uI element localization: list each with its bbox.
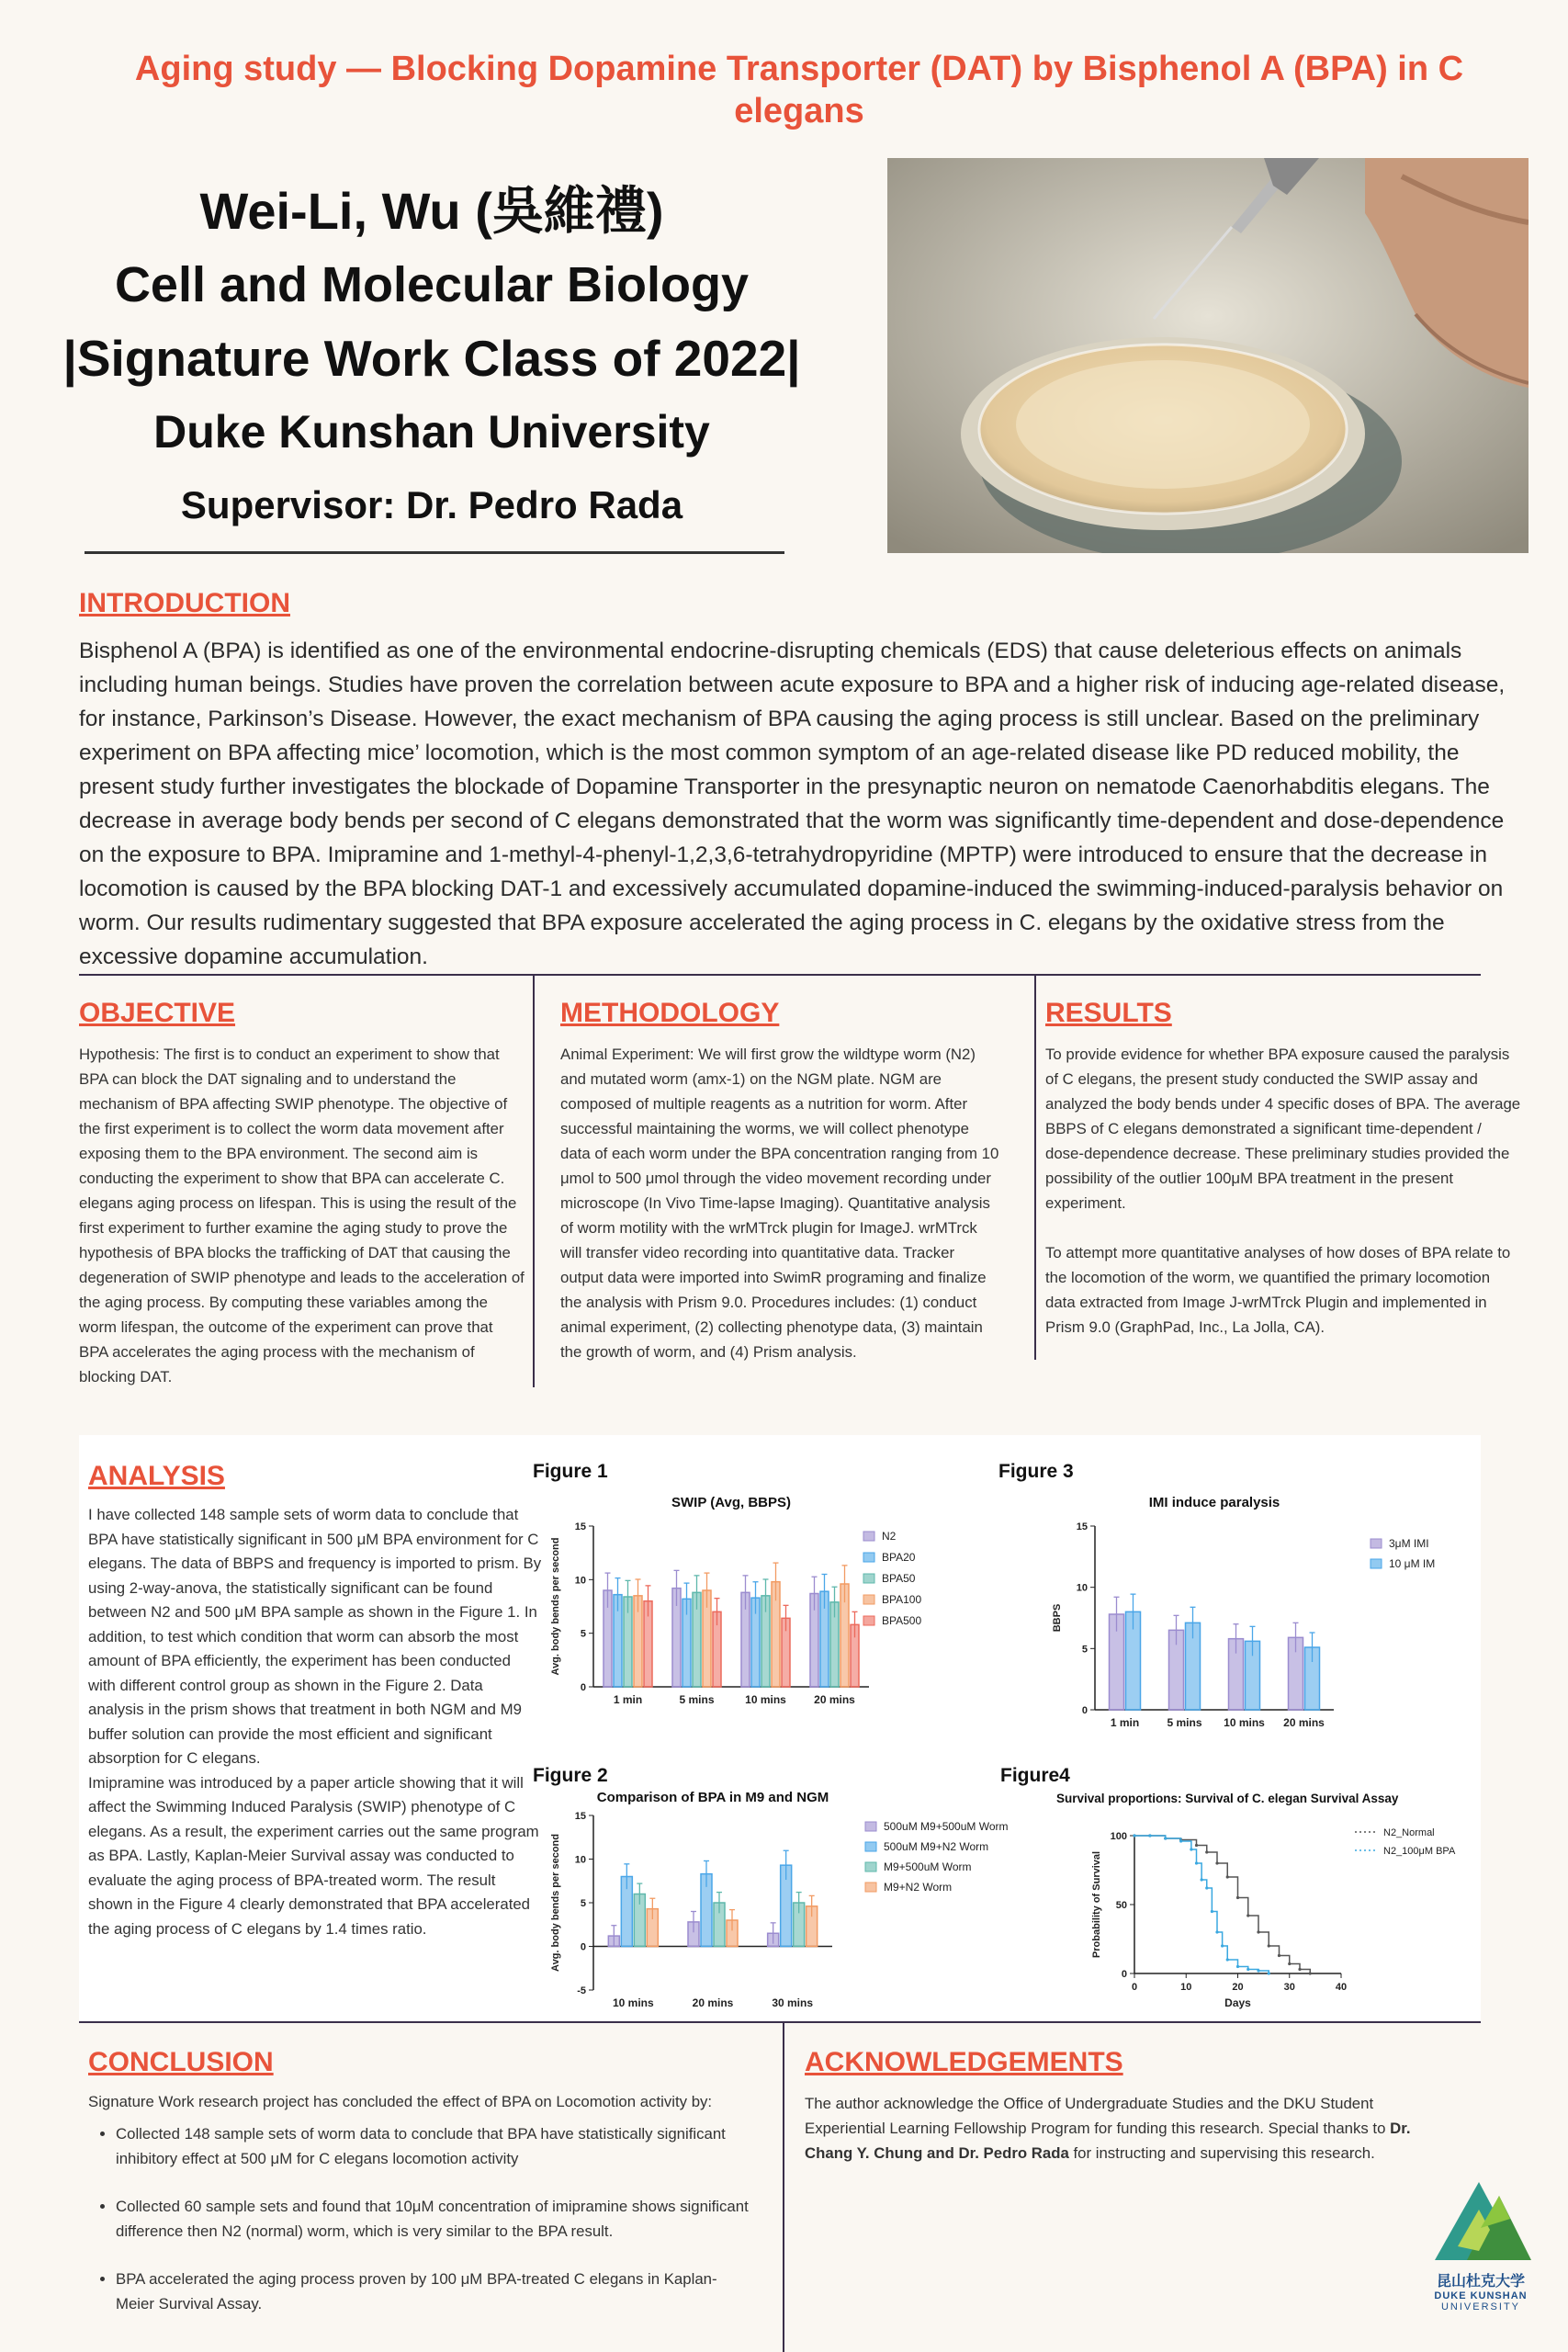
poster-title: Aging study — Blocking Dopamine Transporter (DAT) by Bisphenol A (BPA) in C elegans (134, 50, 1464, 130)
legend-label: N2_100μM BPA (1383, 1846, 1456, 1857)
survival-point (1179, 1839, 1182, 1842)
column-divider (1034, 974, 1036, 1360)
introduction-text: Bisphenol A (BPA) is identified as one of the environmental endocrine-disrupting chemicals (EDS) that cause deleterious effects on animals including human beings. Studies have proven the correlation between acute exposure to BPA and a higher risk of inducing age-related disease, for instance, Parkinson’s Disease. However, the exact mechanism of BPA causing the aging process is still unclear. Based on the preliminary experiment on BPA affecting mice’ locomotion, which is the most common symptom of an age-related disease like PD reduced mobility, the present study further investigates the blockade of Dopamine Transporter in the presynaptic neuron on nematode Caenorhabditis elegans. The decrease in average body bends per second of C elegans demonstrated that the worm was significantly time-dependent and dose-dependence on the exposure to BPA. Imipramine and 1-methyl-4-phenyl-1,2,3,6-tetrahydropyridine (MPTP) were introduced to ensure that the decrease in locomotion is caused by the BPA blocking DAT-1 and excessively accumulated dopamine-induced the swimming-induced-paralysis behavior on worm. Our results rudimentary suggested that BPA exposure accelerated the aging process in C. elegans by the oxidative stress from the excessive dopamine accumulation. (79, 639, 1506, 969)
y-tick-label: 15 (574, 1811, 586, 1822)
methodology-text: Animal Experiment: We will first grow the wildtype worm (N2) and mutated worm (amx-1) on the NGM plate. NGM are composed of multiple reagents as a nutrition for worm. After successful maintaining the worms, we will collect phenotype data of each worm under the BPA concentration ranging from 10 μmol to 500 μmol through the video movement recording under microscope (In Vivo Time-lapse Imaging). Quantitative analysis of worm motility with the wrMTrck plugin for ImageJ. wrMTrck will transfer video recording into quantitative data. Tracker output data were imported into SwimR programing and finalize the analysis with Prism 9.0. Procedures includes: (1) conduct animal experiment, (2) collecting phenotype data, (3) maintain the growth of worm, and (4) Prism analysis. (560, 1046, 999, 1361)
legend-swatch (865, 1822, 876, 1831)
survival-line (1134, 1836, 1310, 1973)
y-tick-label: 10 (574, 1575, 586, 1587)
chart-title: SWIP (Avg, BBPS) (671, 1495, 792, 1510)
y-axis-label: Avg. body bends per second (550, 1834, 561, 1972)
legend-label: BPA500 (882, 1614, 922, 1627)
survival-point (1215, 1861, 1218, 1864)
acknowledgements-text-part: for instructing and supervising this research. (1068, 2144, 1375, 2162)
legend-label: N2 (882, 1530, 897, 1543)
y-tick-label: 10 (574, 1854, 586, 1866)
survival-point (1215, 1930, 1218, 1933)
x-tick-label: 20 (1232, 1982, 1244, 1993)
acknowledgements-names: Dr. Chang Y. Chung and Dr. Pedro Rada (805, 2120, 1411, 2162)
legend-swatch (865, 1842, 876, 1851)
x-tick-label: 5 mins (1167, 1716, 1202, 1729)
results-text-2: To attempt more quantitative analyses of how doses of BPA relate to the locomotion of the worm, we quantified the primary locomotion data extracted from Image J-wrMTrck Plugin and implemented in Prism 9.0 (GraphPad, Inc., La Jolla, CA). (1045, 1244, 1511, 1336)
x-tick-label: 30 (1283, 1982, 1295, 1993)
legend-swatch (865, 1862, 876, 1871)
survival-point (1211, 1910, 1213, 1913)
legend-swatch (1371, 1539, 1382, 1548)
legend-label: 10 μM IM (1389, 1557, 1436, 1570)
figure-3-label: Figure 3 (998, 1461, 1074, 1482)
petri-dish-photo (887, 158, 1529, 553)
figure-1-label: Figure 1 (533, 1461, 608, 1482)
survival-point (1268, 1972, 1270, 1974)
logo-chinese: 昆山杜克大学 (1436, 2272, 1525, 2290)
survival-point (1164, 1837, 1167, 1839)
conclusion-intro: Signature Work research project has concluded the effect of BPA on Locomotion activity by: (88, 2093, 713, 2110)
x-tick-label: 1 min (1110, 1716, 1140, 1729)
survival-point (1288, 1962, 1291, 1965)
analysis-heading: ANALYSIS (88, 1461, 225, 1491)
x-tick-label: 5 mins (679, 1693, 715, 1706)
y-tick-label: 100 (1110, 1831, 1127, 1842)
section-divider (79, 974, 1481, 976)
y-tick-label: 50 (1115, 1900, 1127, 1911)
logo-line1: DUKE KUNSHAN (1434, 2290, 1528, 2301)
y-axis-label: Avg. body bends per second (550, 1537, 561, 1676)
acknowledgements-text-part: The author acknowledge the Office of Undergraduate Studies and the DKU Student Experiential Learning Fellowship Program for funding this research. Special thanks to (805, 2095, 1391, 2137)
objective-text: Hypothesis: The first is to conduct an experiment to show that BPA can block the DAT signaling and to understand the mechanism of BPA affecting SWIP phenotype. The objective of the first experiment is to collect the worm data movement after exposing them to the BPA environment. The second aim is conducting the experiment to show that BPA can accelerate C. elegans aging process on lifespan. This is using the result of the first experiment to further examine the aging study to prove the hypothesis of BPA blocks the trafficking of DAT that causing the degeneration of SWIP phenotype and leads to the acceleration of the aging process. By computing these variables among the worm lifespan, the outcome of the experiment can prove that BPA accelerates the aging process with the mechanism of blocking DAT. (79, 1046, 525, 1385)
survival-point (1309, 1972, 1312, 1974)
y-tick-label: 10 (1076, 1582, 1088, 1594)
acknowledgements-text (805, 2091, 1438, 2165)
author-supervisor: Supervisor: Dr. Pedro Rada (180, 483, 683, 526)
survival-point (1133, 1834, 1135, 1837)
dku-logo (1426, 2164, 1536, 2312)
x-tick-label: 10 mins (612, 1996, 654, 2009)
survival-point (1205, 1850, 1208, 1853)
survival-point (1247, 1968, 1249, 1971)
x-tick-label: 10 mins (745, 1693, 786, 1706)
survival-point (1148, 1834, 1151, 1837)
y-tick-label: 5 (580, 1898, 586, 1909)
y-tick-label: 0 (1121, 1969, 1127, 1980)
legend-label: BPA50 (882, 1572, 916, 1585)
figure-2-chart (547, 1788, 1043, 2018)
figure-4-label: Figure4 (1000, 1765, 1070, 1786)
results-text-1: To provide evidence for whether BPA exposure caused the paralysis of C elegans, the present study conducted the SWIP assay and analyzed the body bends under 4 specific doses of BPA. The average BBPS of C elegans demonstrated a significant time-dependent / dose-dependence decrease. These preliminary studies provided the possibility of the outlier 100μM BPA treatment in the present experiment. (1045, 1046, 1521, 1212)
logo-line2: UNIVERSITY (1440, 2301, 1520, 2312)
x-tick-label: 0 (1131, 1982, 1138, 1993)
figure-2-label: Figure 2 (533, 1765, 608, 1786)
author-university: Duke Kunshan University (153, 406, 710, 458)
x-tick-label: 20 mins (814, 1693, 855, 1706)
survival-point (1236, 1965, 1239, 1968)
y-tick-label: 5 (1081, 1644, 1088, 1656)
chart-title: Comparison of BPA in M9 and NGM (596, 1790, 829, 1805)
survival-point (1221, 1944, 1224, 1947)
survival-point (1226, 1875, 1229, 1878)
y-axis-label: BBPS (1052, 1603, 1063, 1633)
legend-label: BPA100 (882, 1593, 922, 1606)
legend-label: N2_Normal (1383, 1827, 1435, 1838)
acknowledgements-heading: ACKNOWLEDGEMENTS (805, 2047, 1123, 2077)
introduction-heading: INTRODUCTION (79, 588, 290, 618)
y-tick-label: 15 (1076, 1521, 1088, 1532)
survival-point (1257, 1930, 1259, 1933)
legend-label: 500uM M9+N2 Worm (884, 1840, 989, 1853)
conclusion-item: • Collected 148 sample sets of worm data to conclude that BPA have statistically significant inhibitory effect at 500 μM for C elegans locomotion activity (116, 2121, 750, 2171)
figure-3-chart (1047, 1485, 1479, 1733)
conclusion-list (88, 2121, 750, 2316)
y-tick-label: 0 (1081, 1705, 1088, 1716)
survival-point (1268, 1944, 1270, 1947)
survival-point (1247, 1914, 1249, 1917)
legend-label: M9+N2 Worm (884, 1881, 953, 1894)
legend-swatch (1371, 1559, 1382, 1568)
y-tick-label: 15 (574, 1521, 586, 1532)
survival-point (1195, 1861, 1198, 1864)
x-tick-label: 20 mins (1283, 1716, 1325, 1729)
analysis-text-2: Imipramine was introduced by a paper article showing that it will affect the Swimming Induced Paralysis (SWIP) phenotype of C elegans. As a result, the experiment carries out the same program as BPA. Lastly, Kaplan-Meier Survival assay was conducted to evaluate the aging process of BPA-treated worm. The result shown in the Figure 4 clearly demonstrated that BPA accelerated the aging process of C elegans by 1.4 times ratio. (88, 1773, 539, 1938)
survival-point (1205, 1886, 1208, 1889)
column-divider (533, 974, 535, 1387)
legend-swatch (863, 1595, 874, 1604)
author-program: Cell and Molecular Biology (114, 257, 750, 312)
analysis-text-1: I have collected 148 sample sets of worm data to conclude that BPA have statistically significant in 500 μM BPA environment for C elegans. The data of BBPS and frequency is imported to prism. By using 2-way-anova, the statistically significant can be found between N2 and 500 μM BPA sample as shown in the Figure 1. In addition, to test which condition that worm can absorb the most amount of BPA efficiently, the experiment has been conducted with different control group as shown in the Figure 2. Data analysis in the prism shows that treatment in both NGM and M9 buffer solution can provide the most efficient and significant absorption for C elegans. (88, 1506, 542, 1767)
y-tick-label: -5 (577, 1985, 586, 1996)
legend-swatch (863, 1616, 874, 1625)
legend-label: M9+500uM Worm (884, 1860, 972, 1873)
chart-title: IMI induce paralysis (1148, 1495, 1280, 1510)
conclusion-item: • BPA accelerated the aging process proven by 100 μM BPA-treated C elegans in Kaplan-Meier Survival Assay. (116, 2267, 750, 2316)
legend-swatch (863, 1532, 874, 1541)
conclusion-heading: CONCLUSION (88, 2047, 274, 2077)
author-class: |Signature Work Class of 2022| (62, 330, 801, 387)
results-heading: RESULTS (1045, 998, 1172, 1028)
survival-point (1195, 1844, 1198, 1847)
conclusion-item: • Collected 60 sample sets and found that 10μM concentration of imipramine shows significant difference then N2 (normal) worm, which is very similar to the BPA result. (116, 2194, 750, 2244)
figure-1-chart (547, 1485, 998, 1733)
x-tick-label: 30 mins (772, 1996, 814, 2009)
figure-4-chart (1056, 1788, 1479, 2018)
y-tick-label: 0 (580, 1941, 586, 1953)
author-block (55, 175, 808, 542)
x-tick-label: 1 min (613, 1693, 643, 1706)
legend-label: 3μM IMI (1389, 1537, 1429, 1550)
y-tick-label: 5 (580, 1628, 586, 1640)
chart-title: Survival proportions: Survival of C. elegan Survival Assay (1056, 1792, 1399, 1805)
x-tick-label: 10 mins (1224, 1716, 1265, 1729)
x-tick-label: 40 (1335, 1982, 1348, 1993)
survival-point (1236, 1896, 1239, 1899)
survival-point (1190, 1848, 1192, 1850)
dku-mountain-icon (1426, 2164, 1536, 2265)
legend-swatch (863, 1553, 874, 1562)
y-axis-label: Probability of Survival (1091, 1850, 1102, 1959)
author-name: Wei-Li, Wu (吳維禮) (199, 182, 664, 240)
x-tick-label: 10 (1180, 1982, 1192, 1993)
legend-swatch (865, 1883, 876, 1892)
section-divider (79, 2021, 1481, 2023)
survival-point (1278, 1954, 1280, 1957)
author-divider (85, 551, 784, 554)
objective-heading: OBJECTIVE (79, 998, 236, 1028)
legend-label: 500uM M9+500uM Worm (884, 1820, 1009, 1833)
survival-point (1257, 1969, 1259, 1972)
legend-label: BPA20 (882, 1551, 916, 1564)
x-axis-label: Days (1224, 1996, 1251, 2009)
y-tick-label: 0 (580, 1682, 586, 1693)
x-tick-label: 20 mins (692, 1996, 734, 2009)
legend-swatch (863, 1574, 874, 1583)
survival-point (1298, 1968, 1301, 1971)
survival-point (1201, 1878, 1203, 1881)
methodology-heading: METHODOLOGY (560, 998, 780, 1028)
column-divider (783, 2021, 784, 2352)
survival-point (1226, 1958, 1229, 1961)
